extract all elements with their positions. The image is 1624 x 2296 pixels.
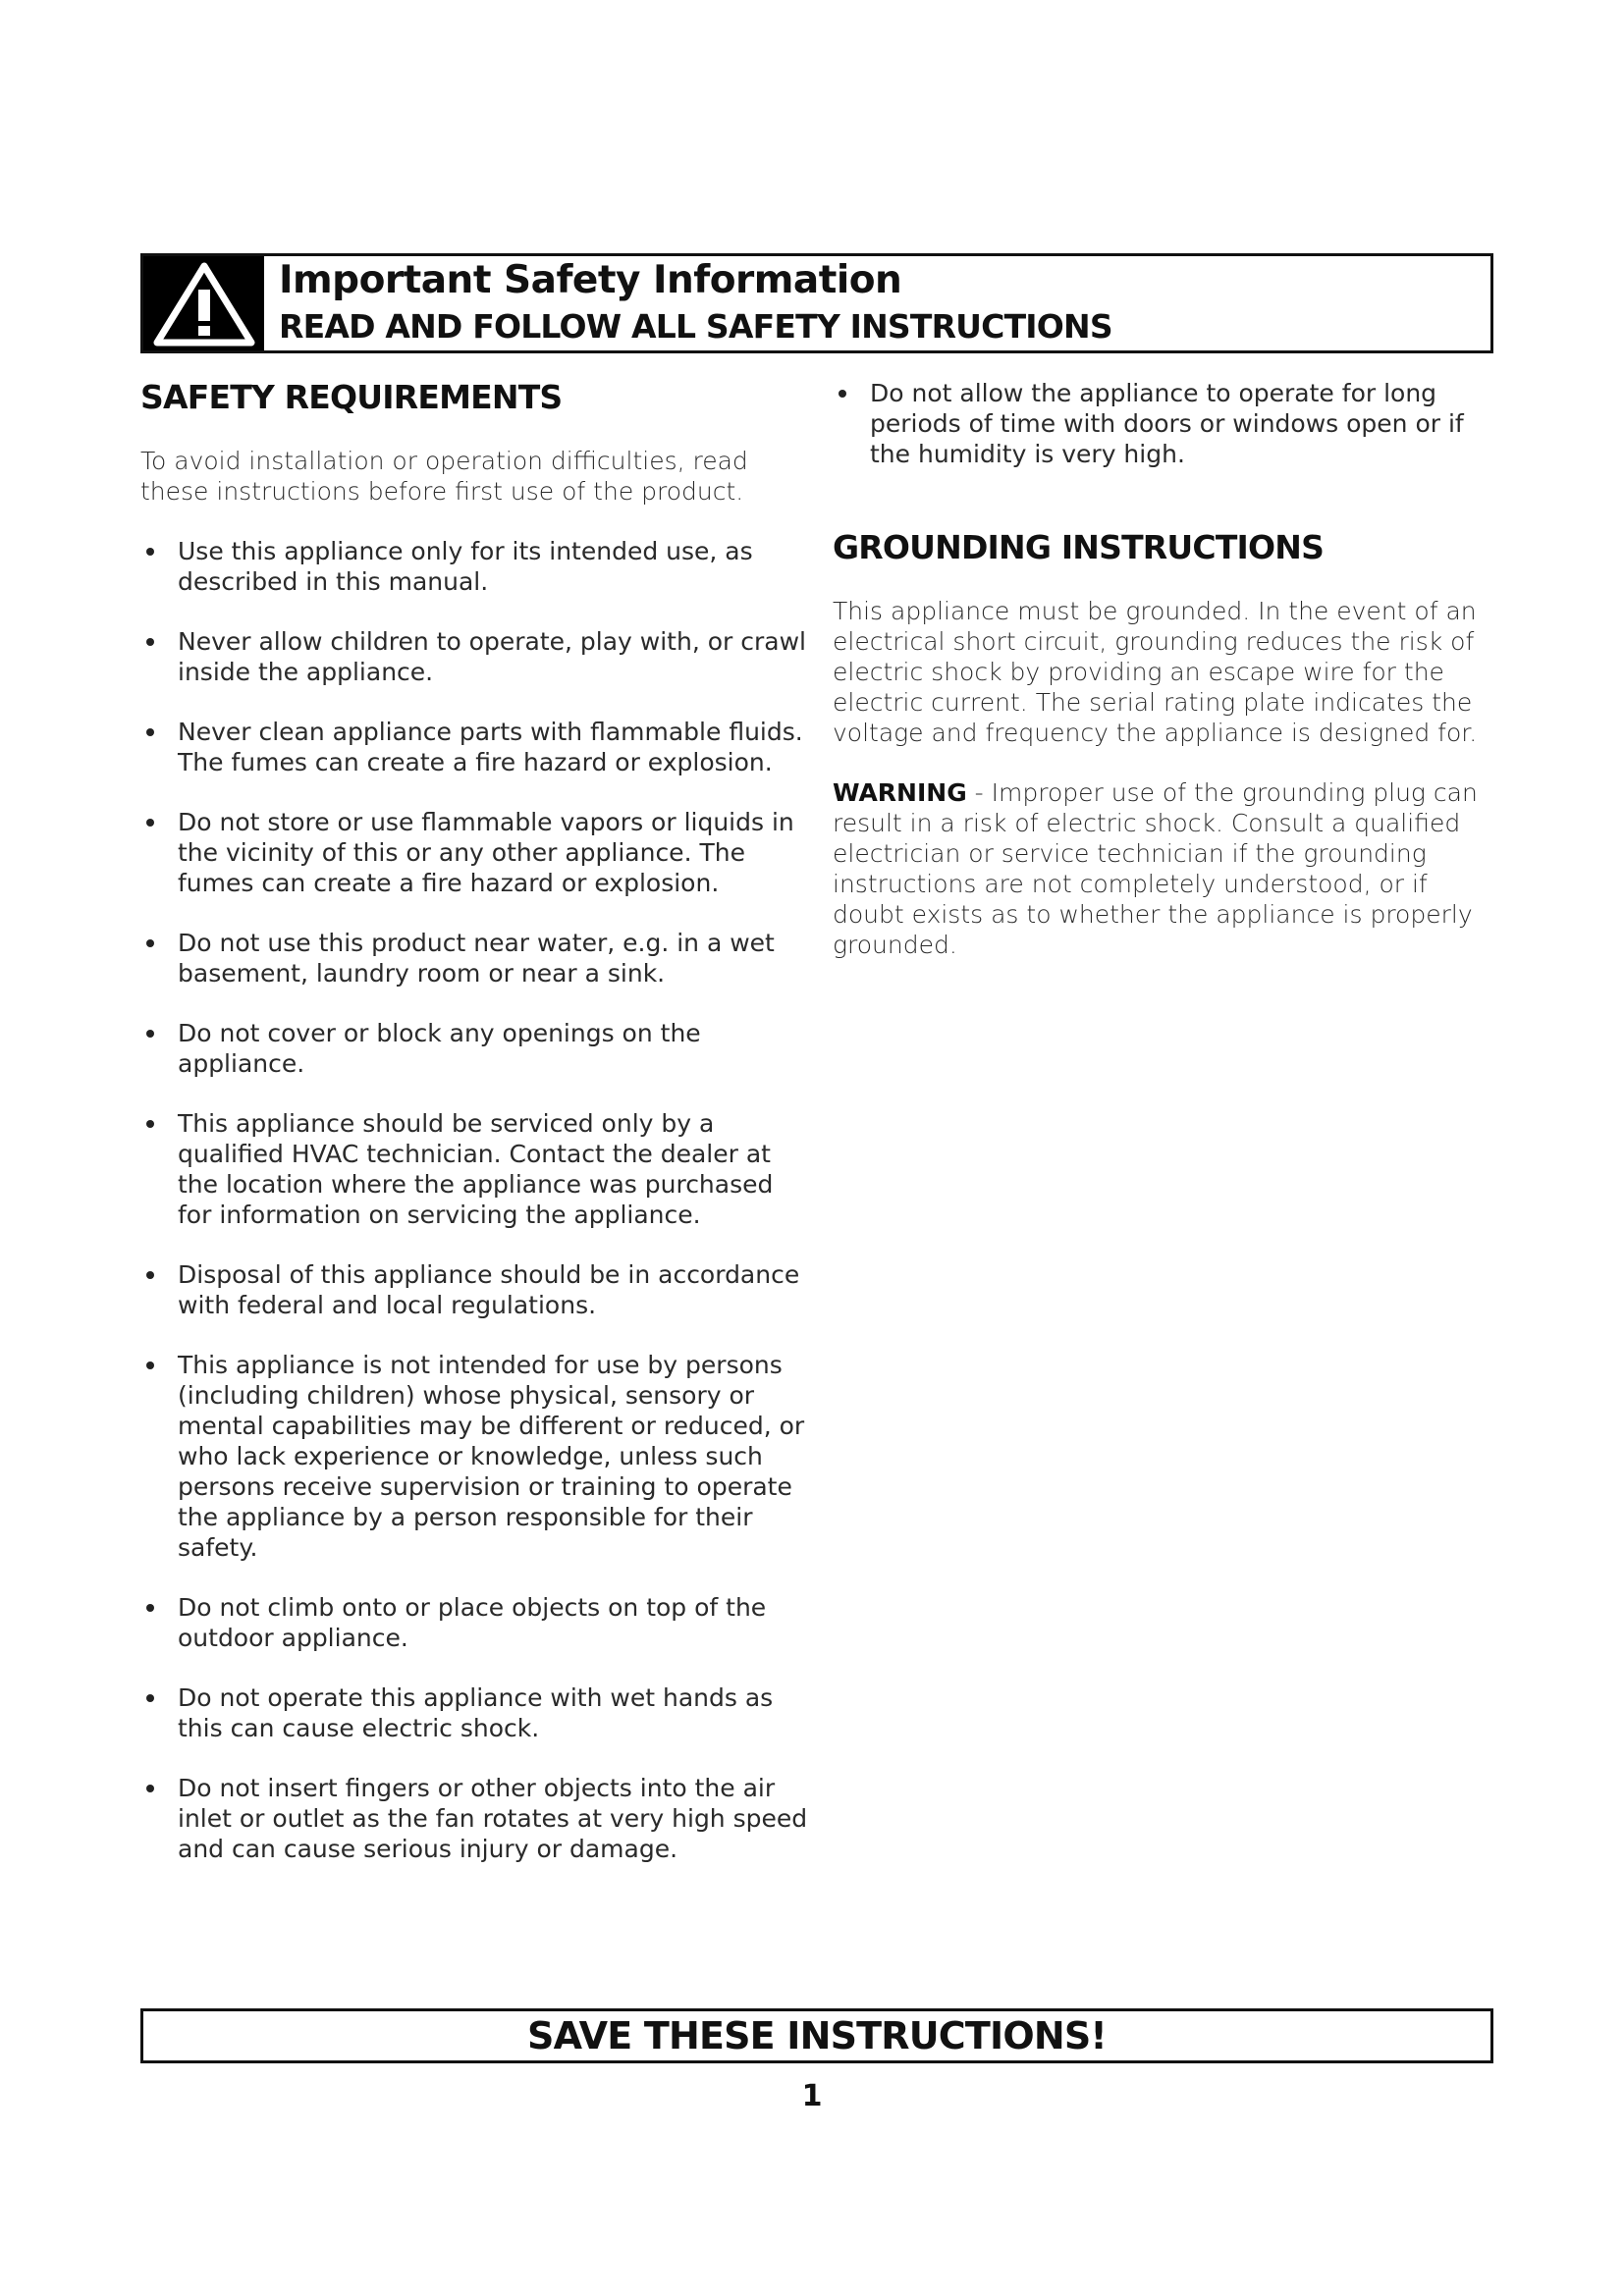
list-item: [140, 1259, 808, 1320]
save-instructions-text: SAVE THESE INSTRUCTIONS!: [527, 2014, 1107, 2057]
safety-intro: To avoid installation or operation difficulties, read these instructions before first use of the product.: [140, 447, 748, 506]
safety-requirements-heading: SAFETY REQUIREMENTS: [140, 378, 563, 416]
list-item: [140, 928, 808, 988]
page-number: 1: [801, 2079, 823, 2113]
list-item: [140, 1773, 808, 1864]
bullet-icon: [146, 1785, 154, 1792]
list-item: [140, 717, 808, 777]
list-item: [833, 378, 1500, 469]
safety-requirements-list: [140, 536, 808, 1864]
list-item-text: Use this appliance only for its intended use, as described in this manual.: [178, 537, 753, 596]
warning-icon-block: [143, 256, 264, 350]
list-item-text: Do not operate this appliance with wet hands as this can cause electric shock.: [178, 1683, 774, 1742]
list-item-text: Do not climb onto or place objects on top of the outdoor appliance.: [178, 1593, 767, 1652]
list-item-text: This appliance should be serviced only by a qualified HVAC technician. Contact the dealer at the location where the appliance was purchased for information on servicing the appliance.: [178, 1109, 774, 1229]
bullet-icon: [146, 548, 154, 556]
right-column: [833, 378, 1500, 960]
warning-triangle-icon: [153, 262, 255, 347]
list-item: [140, 807, 808, 898]
bullet-icon: [146, 939, 154, 947]
list-item-text: Never clean appliance parts with flammable fluids. The fumes can create a fire hazard or explosion.: [178, 718, 803, 776]
list-item: [140, 626, 808, 687]
list-item: [140, 1682, 808, 1743]
bullet-icon: [146, 819, 154, 827]
safety-header-banner: [140, 253, 1493, 353]
list-item: [140, 1018, 808, 1079]
bullet-icon: [146, 1694, 154, 1702]
warning-text: - Improper use of the grounding plug can result in a risk of electric shock. Consult a qualified electrician or service technician if the grounding instructions are not completely understood, or if doubt exists as to whether the appliance is properly grounded.: [833, 778, 1478, 959]
list-item: [140, 1108, 808, 1230]
header-title: Important Safety Information: [279, 258, 902, 302]
list-item-text: This appliance is not intended for use by persons (including children) whose physical, sensory or mental capabilities may be different or reduced, or who lack experience or knowledge, unless such persons receive supervision or training to operate the appliance by a person responsible for their safety.: [178, 1351, 805, 1562]
safety-requirements-list-continued: [833, 378, 1500, 469]
list-item: [140, 536, 808, 597]
list-item-text: Do not allow the appliance to operate for long periods of time with doors or windows open or if the humidity is very high.: [870, 379, 1464, 468]
grounding-instructions-heading: GROUNDING INSTRUCTIONS: [833, 528, 1325, 566]
warning-label: WARNING: [833, 778, 967, 807]
list-item: [140, 1592, 808, 1653]
bullet-icon: [146, 1120, 154, 1128]
list-item-text: Do not store or use flammable vapors or liquids in the vicinity of this or any other appliance. The fumes can create a fire hazard or explosion.: [178, 808, 794, 897]
bullet-icon: [146, 1030, 154, 1038]
list-item: [140, 1350, 808, 1563]
header-subtitle: READ AND FOLLOW ALL SAFETY INSTRUCTIONS: [279, 307, 1112, 346]
bullet-icon: [839, 390, 846, 398]
list-item-text: Do not use this product near water, e.g. in a wet basement, laundry room or near a sink.: [178, 929, 775, 988]
grounding-text: This appliance must be grounded. In the event of an electrical short circuit, grounding reduces the risk of electric shock by providing an escape wire for the electric current. The serial rating plate indicates the voltage and frequency the appliance is designed for.: [833, 597, 1478, 747]
list-item-text: Do not cover or block any openings on the appliance.: [178, 1019, 701, 1078]
bullet-icon: [146, 1604, 154, 1612]
bullet-icon: [146, 728, 154, 736]
save-instructions-banner: [140, 2008, 1493, 2063]
list-item-text: Do not insert fingers or other objects into the air inlet or outlet as the fan rotates at very high speed and can cause serious injury or damage.: [178, 1774, 808, 1863]
grounding-warning: [833, 777, 1500, 960]
left-column: [140, 378, 808, 1864]
bullet-icon: [146, 638, 154, 646]
list-item-text: Disposal of this appliance should be in accordance with federal and local regulations.: [178, 1260, 800, 1319]
bullet-icon: [146, 1362, 154, 1369]
bullet-icon: [146, 1271, 154, 1279]
list-item-text: Never allow children to operate, play with, or crawl inside the appliance.: [178, 627, 806, 686]
